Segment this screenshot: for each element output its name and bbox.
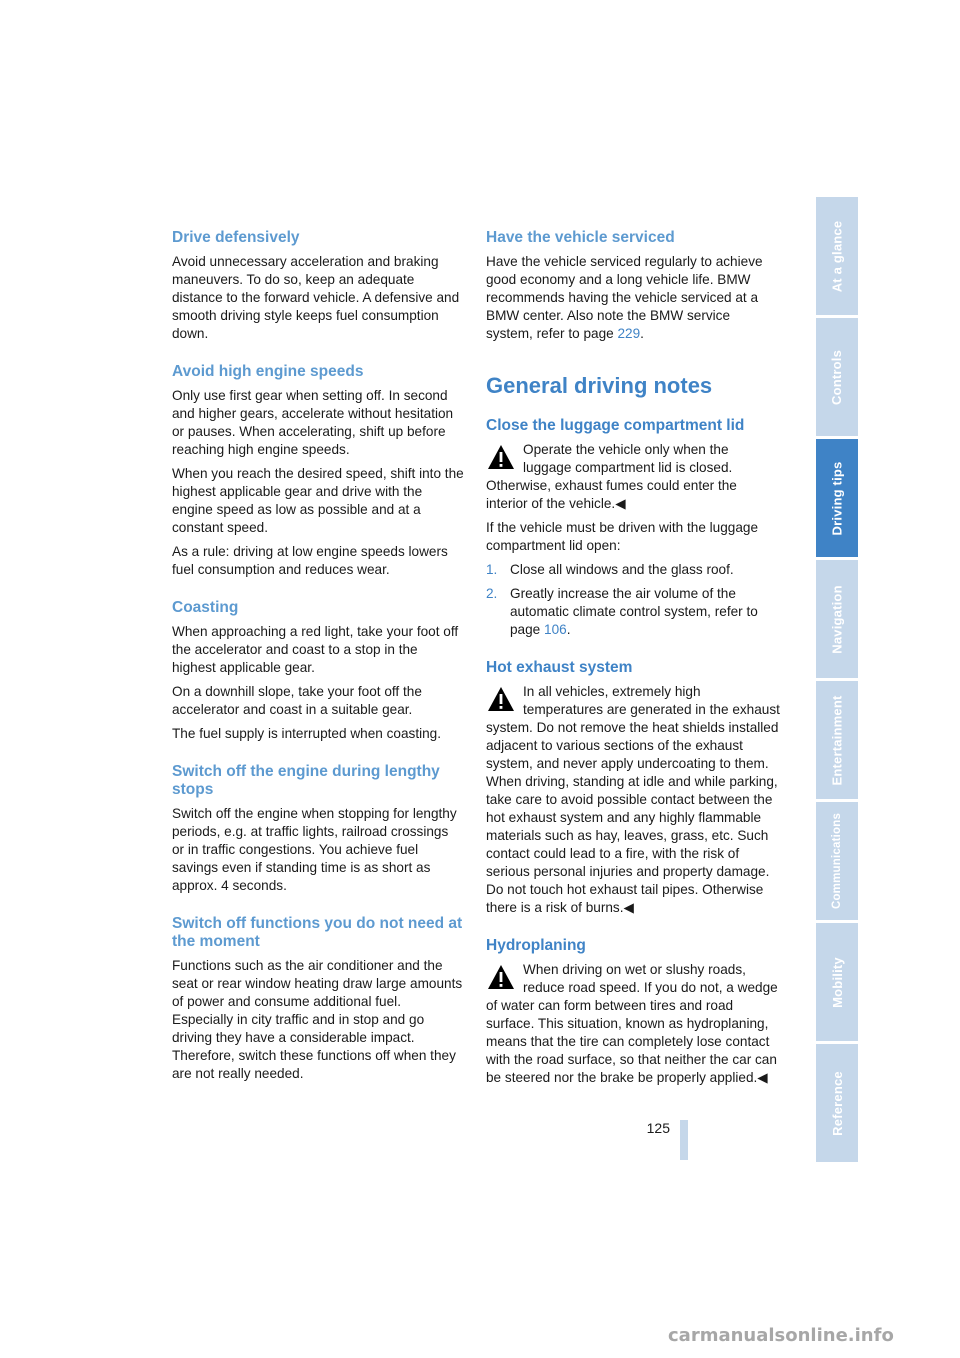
- warning-text: Operate the vehicle only when the luggage compartment lid is closed. Otherwise, exhaust fumes could enter the interior of the vehicle.◀: [486, 442, 737, 511]
- heading-switch-off-functions: Switch off functions you do not need at the moment: [172, 915, 463, 950]
- heading-coasting: Coasting: [172, 599, 239, 616]
- list-item: [486, 561, 780, 579]
- paragraph: On a downhill slope, take your foot off the accelerator and coast in a suitable gear.: [172, 684, 422, 717]
- page-link[interactable]: 106: [544, 622, 567, 637]
- paragraph: As a rule: driving at low engine speeds lowers fuel consumption and reduces wear.: [172, 544, 448, 577]
- paragraph: Functions such as the air conditioner and the seat or rear window heating draw large amounts of power and consume additional fuel. Especially in city traffic and in stop and go driving they have a considerable impact. Therefore, switch these functions off when they are not really needed.: [172, 958, 463, 1081]
- tab-mobility[interactable]: [816, 923, 858, 1041]
- heading-hot-exhaust-system: Hot exhaust system: [486, 659, 633, 676]
- right-column: [486, 229, 780, 1093]
- tab-driving-tips[interactable]: [816, 439, 858, 557]
- tab-label: Mobility: [829, 956, 845, 1008]
- paragraph: The fuel supply is interrupted when coasting.: [172, 726, 442, 741]
- tab-reference[interactable]: [816, 1044, 858, 1162]
- tab-label: At a glance: [829, 220, 845, 292]
- step-number: 1.: [486, 562, 498, 577]
- punctuation: .: [566, 622, 571, 637]
- heading-switch-off-engine: Switch off the engine during lengthy stops: [172, 763, 440, 798]
- heading-have-vehicle-serviced: Have the vehicle serviced: [486, 229, 675, 246]
- warning-note: [486, 441, 780, 513]
- paragraph: When you reach the desired speed, shift into the highest applicable gear and drive with the engine speed as low as possible and at a constant speed.: [172, 466, 464, 535]
- step-list: [486, 561, 780, 639]
- tab-label: Driving tips: [829, 461, 845, 535]
- page-number-bar: [680, 1120, 688, 1160]
- page-link[interactable]: 229: [617, 326, 641, 341]
- paragraph: Only use first gear when setting off. In second and higher gears, accelerate without hesitation or pauses. When accelerating, shift up before reaching high engine speeds.: [172, 388, 454, 457]
- paragraph-text: Have the vehicle serviced regularly to achieve good economy and a long vehicle life. BMW recommends having the vehicle serviced at a BMW center. Also note the BMW service system, refer to page: [486, 254, 763, 341]
- paragraph: Avoid unnecessary acceleration and braking maneuvers. To do so, keep an adequate distance to the forward vehicle. A defensive and smooth driving style keeps fuel consumption down.: [172, 254, 460, 341]
- tab-at-a-glance[interactable]: [816, 197, 858, 315]
- tab-entertainment[interactable]: [816, 681, 858, 799]
- step-text: Greatly increase the air volume of the automatic climate control system, refer to page: [510, 586, 758, 637]
- paragraph: If the vehicle must be driven with the luggage compartment lid open:: [486, 520, 759, 553]
- paragraph: When approaching a red light, take your foot off the accelerator and coast to a stop in the highest applicable gear.: [172, 624, 459, 675]
- heading-drive-defensively: Drive defensively: [172, 229, 300, 246]
- tab-controls[interactable]: [816, 318, 858, 436]
- tab-communications[interactable]: [816, 802, 858, 920]
- warning-note: [486, 683, 780, 917]
- paragraph: [486, 253, 780, 343]
- heading-close-luggage-lid: Close the luggage compartment lid: [486, 417, 745, 434]
- punctuation: .: [640, 326, 644, 341]
- paragraph: Switch off the engine when stopping for lengthy periods, e.g. at traffic lights, railroad crossings or in traffic congestions. You achieve fuel savings even if standing time is as short as approx. 4 seconds.: [172, 806, 457, 893]
- step-number: 2.: [486, 586, 498, 601]
- warning-text: In all vehicles, extremely high temperatures are generated in the exhaust system. Do not remove the heat shields installed adjacent to various sections of the exhaust system, and never apply undercoating to them. When driving, standing at idle and while parking, take care to avoid possible contact between the hot exhaust system and any highly flammable materials such as hay, leaves, grass, etc. Such contact could lead to a fire, with the risk of serious personal injuries and property damage. Do not touch hot exhaust tail pipes. Otherwise there is a risk of burns.◀: [486, 684, 780, 915]
- tab-label: Communications: [831, 812, 843, 910]
- heading-hydroplaning: Hydroplaning: [486, 937, 586, 954]
- page-number: 125: [646, 1120, 670, 1136]
- heading-avoid-high-engine-speeds: Avoid high engine speeds: [172, 363, 364, 380]
- left-column: [172, 229, 464, 1089]
- warning-triangle-icon: [486, 685, 516, 713]
- tab-label: Navigation: [829, 584, 845, 654]
- tab-label: Controls: [829, 349, 845, 405]
- tab-label: Reference: [829, 1070, 845, 1136]
- step-text: Close all windows and the glass roof.: [510, 562, 734, 577]
- section-title-general-driving-notes: General driving notes: [486, 373, 713, 398]
- tab-label: Entertainment: [829, 694, 845, 786]
- watermark: carmanualsonline.info: [668, 1325, 894, 1346]
- warning-text: When driving on wet or slushy roads, reduce road speed. If you do not, a wedge of water can form between tires and road surface. This situation, known as hydroplaning, means that the tire can completely lose contact with the road surface, so that neither the car can be steered nor the brake be properly applied.◀: [486, 962, 778, 1085]
- list-item: [486, 585, 780, 639]
- warning-triangle-icon: [486, 963, 516, 991]
- tab-navigation[interactable]: [816, 560, 858, 678]
- warning-triangle-icon: [486, 443, 516, 471]
- warning-note: [486, 961, 780, 1087]
- chapter-tabs: [816, 197, 858, 1165]
